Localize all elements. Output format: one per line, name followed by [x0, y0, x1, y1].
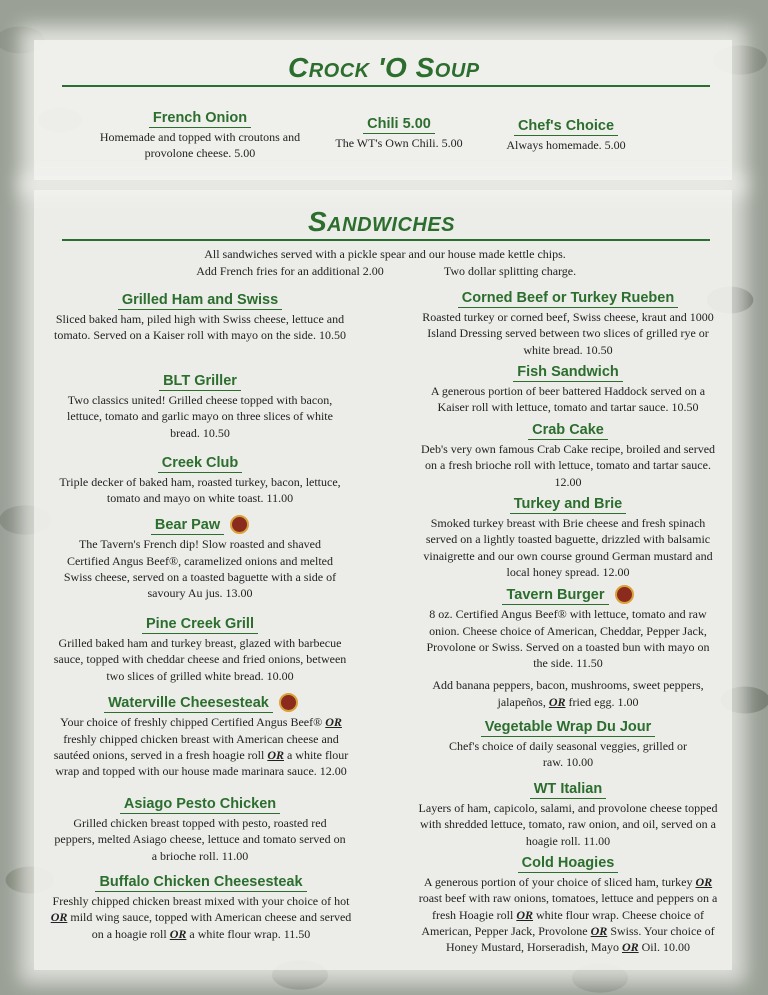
item-desc: Freshly chipped chicken breast mixed with your choice of hot OR mild wing sauce, topped with American cheese and served on a hoagie roll OR a white flour wrap. 11.50: [50, 894, 352, 941]
item-name: Cold Hoagies: [518, 855, 619, 873]
menu-item-bear-paw: [58, 517, 342, 601]
sandwiches-title: Sandwiches: [308, 206, 456, 237]
item-name: Creek Club: [158, 455, 243, 473]
soup-title: Crock 'O Soup: [288, 52, 480, 83]
menu-item-french-onion: [84, 110, 316, 162]
item-desc: Chef's choice of daily seasonal veggies, grilled or raw. 10.00: [448, 739, 688, 770]
soup-rule: [62, 85, 710, 87]
sandwiches-rule: [62, 239, 710, 241]
item-name: Asiago Pesto Chicken: [120, 796, 280, 814]
menu-item-turkey-brie: [414, 496, 722, 580]
item-name: Waterville Cheesesteak: [104, 695, 273, 713]
item-name: Grilled Ham and Swiss: [118, 292, 282, 310]
item-name: Chili 5.00: [363, 116, 435, 134]
item-name: Corned Beef or Turkey Rueben: [458, 290, 678, 308]
item-desc: Roasted turkey or corned beef, Swiss cheese, kraut and 1000 Island Dressing served between two slices of grilled rye or white bread. 10.50: [422, 310, 714, 357]
menu-item-blt-griller: [58, 373, 342, 441]
item-desc: Grilled baked ham and turkey breast, glazed with barbecue sauce, topped with cheddar cheese and fried onions, between two slices of grilled white bread. 10.00: [53, 636, 347, 683]
item-desc: Grilled chicken breast topped with pesto, roasted red peppers, melted Asiago cheese, lettuce and tomato served on a brioche roll. 11.00: [54, 816, 346, 863]
menu-item-grilled-ham-swiss: [50, 292, 350, 344]
menu-item-creek-club: [50, 455, 350, 507]
sandwich-note-fries: Add French fries for an additional 2.00: [196, 264, 384, 278]
sandwich-note-split: Two dollar splitting charge.: [443, 264, 577, 278]
item-desc: Layers of ham, capicolo, salami, and provolone cheese topped with shredded lettuce, tomato, raw onion, and oil, served on a hoagie roll. 11.00: [418, 801, 718, 848]
menu-item-pine-creek-grill: [50, 616, 350, 684]
item-desc: The WT's Own Chili. 5.00: [335, 136, 463, 150]
item-name: WT Italian: [530, 781, 606, 799]
item-desc: A generous portion of beer battered Haddock served on a Kaiser roll with lettuce, tomato and tartar sauce. 10.50: [430, 384, 706, 415]
menu-item-chefs-choice: [490, 118, 642, 153]
angus-beef-badge-icon: [279, 693, 298, 712]
menu-item-vegetable-wrap: [438, 719, 698, 771]
menu-item-tavern-burger: [418, 587, 718, 710]
item-name: BLT Griller: [159, 373, 241, 391]
menu-item-chili: [318, 116, 480, 151]
item-name: French Onion: [149, 110, 251, 128]
menu-item-fish-sandwich: [414, 364, 722, 416]
angus-beef-badge-icon: [230, 515, 249, 534]
item-addon: Add banana peppers, bacon, mushrooms, sweet peppers, jalapeños, OR fried egg. 1.00: [432, 678, 704, 709]
item-desc: 8 oz. Certified Angus Beef® with lettuce, tomato and raw onion. Cheese choice of American, Cheddar, Pepper Jack, Provolone or Swiss. Served on a toasted bun with mayo on the side. 11.50: [426, 607, 710, 671]
angus-beef-badge-icon: [615, 585, 634, 604]
item-desc: Smoked turkey breast with Brie cheese and fresh spinach served on a lightly toasted baguette, drizzled with balsamic vinaigrette and our own course ground German mustard and local honey spread. 12.00: [423, 516, 713, 579]
item-desc: Sliced baked ham, piled high with Swiss cheese, lettuce and tomato. Served on a Kaiser roll with mayo on the side. 10.50: [54, 312, 346, 343]
item-name: Chef's Choice: [514, 118, 618, 136]
item-name: Crab Cake: [528, 422, 608, 440]
item-desc: Two classics united! Grilled cheese topped with bacon, lettuce, tomato and garlic mayo on three slices of white bread. 10.50: [67, 393, 333, 440]
menu-item-buffalo-chicken-cheesesteak: [46, 874, 356, 942]
item-name: Fish Sandwich: [513, 364, 623, 382]
menu-item-asiago-pesto-chicken: [54, 796, 346, 864]
item-desc: Homemade and topped with croutons and provolone cheese. 5.00: [99, 130, 301, 161]
item-name: Vegetable Wrap Du Jour: [481, 719, 656, 737]
item-desc: Your choice of freshly chipped Certified Angus Beef® OR freshly chipped chicken breast with American cheese and sautéed onions, served in a fresh hoagie roll OR a white flour wrap and topped with our house made marinara sauce. 12.00: [53, 715, 349, 779]
item-desc: Deb's very own famous Crab Cake recipe, broiled and served on a fresh brioche roll with lettuce, tomato and tartar sauce. 12.00: [420, 442, 716, 489]
menu-item-waterville-cheesesteak: [48, 695, 354, 779]
sandwich-note-line1: All sandwiches served with a pickle spear and our house made kettle chips.: [204, 247, 566, 261]
menu-item-crab-cake: [418, 422, 718, 490]
item-desc: Triple decker of baked ham, roasted turkey, bacon, lettuce, tomato and mayo on white toast. 11.00: [59, 475, 341, 506]
menu-item-cold-hoagies: [414, 855, 722, 955]
item-name: Buffalo Chicken Cheesesteak: [95, 874, 306, 892]
item-name: Turkey and Brie: [510, 496, 627, 514]
item-desc: The Tavern's French dip! Slow roasted and shaved Certified Angus Beef®, caramelized onions and melted Swiss cheese, served on a toasted baguette with a side of savoury Au jus. 13.00: [63, 537, 337, 601]
item-name: Bear Paw: [151, 517, 224, 535]
menu-item-wt-italian: [416, 781, 720, 849]
item-name: Tavern Burger: [502, 587, 608, 605]
menu-item-corned-beef-rueben: [418, 290, 718, 358]
item-desc: Always homemade. 5.00: [506, 138, 626, 152]
item-desc: A generous portion of your choice of sliced ham, turkey OR roast beef with raw onions, tomatoes, lettuce and peppers on a fresh Hoagie roll OR white flour wrap. Cheese choice of American, Pepper Jack, Provolone OR Swiss. Your choice of Honey Mustard, Horseradish, Mayo OR Oil. 10.00: [418, 875, 718, 955]
item-name: Pine Creek Grill: [142, 616, 258, 634]
